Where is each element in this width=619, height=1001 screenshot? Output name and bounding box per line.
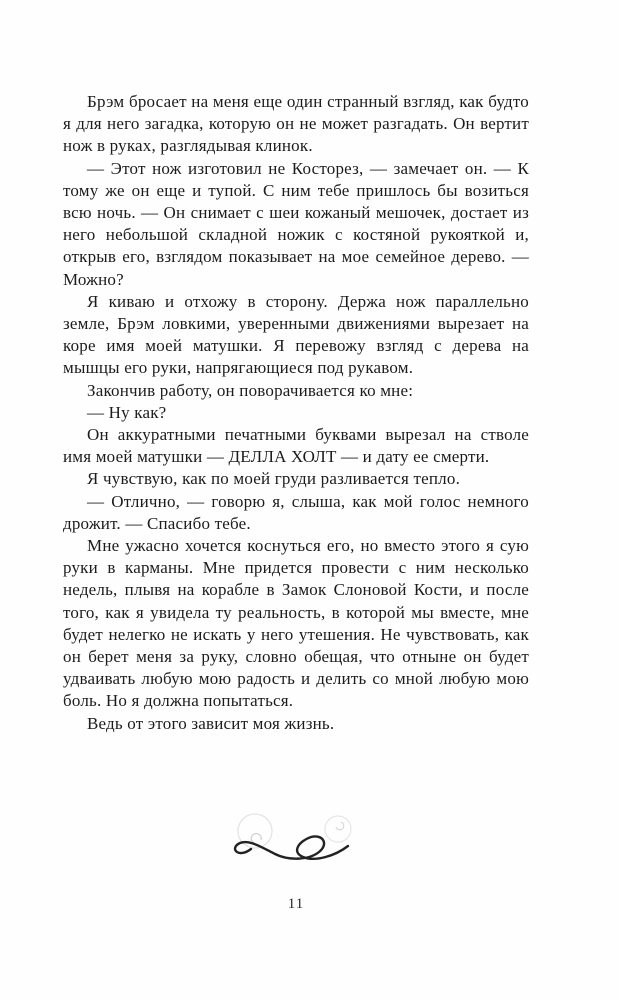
page-text (63, 91, 529, 735)
paragraph: Я чувствую, как по моей груди разливается тепло. (87, 469, 461, 489)
page-number: 11 (287, 896, 305, 912)
paragraph-dialogue: — Ну как? (87, 402, 167, 422)
paragraph: Брэм бросает на меня еще один странный взгляд, как будто я для него загадка, которую он не может разгадать. Он вертит нож в руках, разглядывая клинок. (63, 92, 529, 156)
paragraph-dialogue: — Отлично, — говорю я, слыша, как мой голос немного дрожит. — Спасибо тебе. (63, 491, 529, 533)
section-divider (63, 808, 529, 873)
flourish-icon (221, 808, 371, 868)
paragraph: Закончив работу, он поворачивается ко мне: (87, 380, 414, 400)
paragraph-dialogue: — Этот нож изготовил не Косторез, — замечает он. — К тому же он еще и тупой. С ним тебе пришлось бы возиться всю ночь. — Он снимает с шеи кожаный мешочек, достает из него небольшой складной ножик с костяной рукояткой и, открыв его, взглядом показывает на мое семейное дерево. — Можно? (63, 158, 529, 289)
paragraph: Он аккуратными печатными буквами вырезал на стволе имя моей матушки — ДЕЛЛА ХОЛТ — и дату ее смерти. (63, 425, 529, 467)
paragraph: Ведь от этого зависит моя жизнь. (87, 713, 335, 733)
paragraph: Я киваю и отхожу в сторону. Держа нож параллельно земле, Брэм ловкими, уверенными движениями вырезает на коре имя моей матушки. Я перевожу взгляд с дерева на мышцы его руки, напрягающиеся под рукавом. (63, 291, 529, 378)
paragraph: Мне ужасно хочется коснуться его, но вместо этого я сую руки в карманы. Мне придется провести с ним несколько недель, плывя на корабле в Замок Слоновой Кости, и после того, как я увидела ту реальность, в которой мы вместе, мне будет нелегко не искать у него утешения. Не чувствовать, как он берет меня за руку, словно обещая, что отныне он будет удваивать любую мою радость и делить со мной любую мою боль. Но я должна попытаться. (63, 536, 529, 711)
